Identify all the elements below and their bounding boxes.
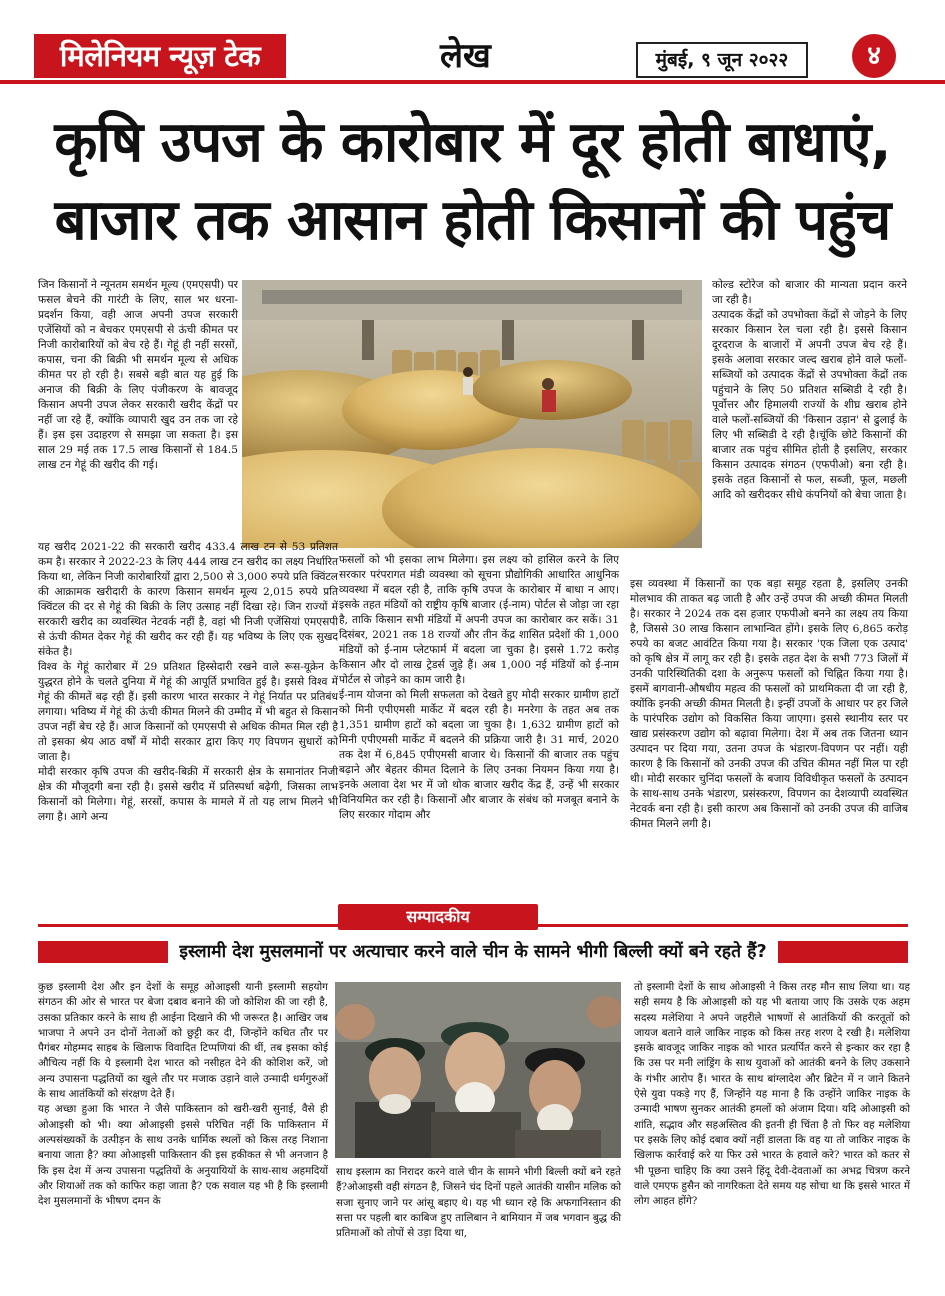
article-paragraph: उत्पादक केंद्रों को उपभोक्ता केंद्रों से जोड़ने के लिए सरकार किसान रेल चला रही है। इससे किसान दूरदराज के बाजारों में अपनी उपज बेच रहे हैं। इसके अलावा सरकार जल्द खराब होने वाले फलों-सब्जियों को उत्पादक केंद्रों से उपभोक्ता केंद्रों तक पहुंचाने के लिए 50 प्रतिशत सब्सिडी दे रही है। पूर्वोत्तर और हिमालयी राज्यों के शीघ्र खराब होने वाले फलों-सब्जियों की 'किसान उड़ान' से ढुलाई के लिए भी सब्सिडी दे रही है।चूंकि छोटे किसानों की बाजार तक पहुंच सीमित होती है इसलिए, सरकार किसान उत्पादक संगठन (एफपीओ) बना रही है। इसके तहत किसानों से फल, सब्जी, फूल, मछली आदि को खरीदकर सीधे कंपनियों को बेचा जाता है। (712, 309, 907, 501)
editorial-column-1 (38, 980, 328, 1209)
article-headline-line2: बाजार तक आसान होती किसानों की पहुंच (54, 188, 891, 253)
article-paragraph: कोल्ड स्टोरेज को बाजार की मान्यता प्रदान करने जा रही है। (712, 279, 907, 306)
editorial-paragraph: यह अच्छा हुआ कि भारत ने जैसे पाकिस्तान को खरी-खरी सुनाई, वैसे ही ओआइसी को भी। क्या ओआइसी इससे परिचित नहीं कि पाकिस्तान में अल्पसंख्यकों के उत्पीड़न के साथ उनके धार्मिक स्थलों को किस तरह निशाना बनाया जाता है? क्या ओआइसी पाकिस्तान की इस हकीकत से भी अनजान है कि इस देश में अन्य उपासना पद्धतियों के अनुयायियों के साथ-साथ अहमदियों और शियाओं तक को काफिर कहा जाता है? एक सवाल यह भी है कि इस्लामी देश मुसलमानों के भीषण दमन के (38, 1103, 328, 1208)
article-paragraph: ई-नाम योजना को मिली सफलता को देखते हुए मोदी सरकार ग्रामीण हाटों को मिनी एपीएमसी मार्केट में बदल रही है। मनरेगा के तहत अब तक 1,351 ग्रामीण हाटों को बदला जा चुका है। 1,632 ग्रामीण हाटों को मिनी एपीएमसी मार्केट में बदलने की प्रक्रिया जारी है। 31 मार्च, 2020 तक देश में 6,845 एपीएमसी बाजार थे। किसानों की बाजार तक पहुंच बढ़ाने और बेहतर कीमत दिलाने के लिए उनका नियमन किया गया है। इनके अलावा देश भर में जो थोक बाजार खरीद केंद्र हैं, उन्हें भी सरकार विनियमित कर रही है। किसानों और बाजार के संबंध को मजबूत बनाने के लिए सरकार गोदाम और (339, 689, 619, 821)
editorial-paragraph: तो इस्लामी देशों के साथ ओआइसी ने किस तरह मौन साध लिया था। यह सही समय है कि ओआइसी को यह भी बताया जाए कि उसके एक अहम सदस्य मलेशिया ने अपने जहरीले भाषणों से आतंकियों की करतूतों को जायज बताने वाले जाकिर नाइक को किस तरह शरण दे रखी है। मलेशिया इसके बावजूद जाकिर नाइक को भारत प्रत्यर्पित करने से इन्कार कर रहा है कि उस पर मनी लांड्रिंग के साथ युवाओं को आतंकी बनने के लिए उकसाने के गंभीर आरोप हैं। भारत के साथ बांग्लादेश और ब्रिटेन में न जाने कितने ऐसे युवा पकड़े गए हैं, जिन्होंने यह माना है कि उन्होंने जाकिर नाइक के उन्मादी भाषण सुनकर आतंकी हमलों को अंजाम दिया। यदि ओआइसी को शांति, सद्भाव और सहअस्तित्व की इतनी ही चिंता है तो फिर वह मलेशिया पर इसके लिए कोई दबाव क्यों नहीं डालता कि वह या तो जाकिर नाइक के खिलाफ कार्रवाई करे या फिर उसे भारत के हवाले करे? भारत को कतर से भी पूछना चाहिए कि क्या उसने हिंदू देवी-देवताओं का अभद्र चित्रण करने वाले एमएफ हुसैन को नागरिकता देते समय यह सोचा था कि इससे भारत में लोग आहत होंगे? (634, 981, 910, 1208)
article-column-3-bottom (630, 577, 908, 832)
elderly-men-photo (335, 982, 621, 1158)
editorial-column-3 (634, 980, 910, 1209)
article-column-2 (339, 553, 619, 823)
editorial-tag: सम्पादकीय (338, 904, 538, 930)
article-paragraph: विश्व के गेहूं कारोबार में 29 प्रतिशत हिस्सेदारी रखने वाले रूस-यूक्रेन के युद्धरत होने के चलते दुनिया में गेहूं की आपूर्ति प्रभावित हुई है। इससे विश्व में गेहूं की कीमतें बढ़ रही हैं। इसी कारण भारत सरकार ने गेहूं निर्यात पर प्रतिबंध लगाया। भविष्य में गेहूं की ऊंची कीमत मिलने की उम्मीद में भी बहुत से किसान उपज नहीं बेच रहे हैं। आज किसानों को एमएसपी से अधिक कीमत मिल रही है तो इसका श्रेय आठ वर्षों में मोदी सरकार द्वारा किए गए विपणन सुधारों को जाता है। (38, 661, 338, 763)
article-paragraph: मोदी सरकार कृषि उपज की खरीद-बिक्री में सरकारी क्षेत्र के समानांतर निजी क्षेत्र की मौजूदगी बना रही है। इससे खरीद में प्रतिस्पर्धा बढ़ेगी, जिसका लाभ किसानों को मिलेगा। गेहूं, सरसों, कपास के मामले में तो यह लाभ मिलने भी लगा है। आगे अन्य (38, 766, 338, 823)
article-headline-line1: कृषि उपज के कारोबार में दूर होती बाधाएं, (54, 110, 891, 175)
editorial-paragraph: कुछ इस्लामी देश और इन देशों के समूह ओआइसी यानी इस्लामी सहयोग संगठन की ओर से भारत पर बेजा दबाव बनाने की जो कोशिश की जा रही है, उसका प्रतिकार करने के साथ ही आईना दिखाने की भी जरूरत है। आखिर जब भाजपा ने अपने उन दोनों नेताओं को छुट्टी कर दी, जिन्होंने कथित तौर पर पैगंबर मोहम्मद साहब के खिलाफ विवादित टिप्पणियां की थीं, तब इसका कोई औचित्य नहीं कि ये इस्लामी देश भारत को नसीहत देने की कोशिश करें, जो अन्य उपासना पद्धतियों का खुले तौर पर मजाक उड़ाने वाले उन्मादी धर्मगुरुओं के साथ आतंकियों को संरक्षण देते हैं। (38, 981, 328, 1101)
headline-accent-bar-left (38, 941, 168, 963)
editorial-column-2 (336, 1165, 621, 1241)
article-column-1-top (38, 278, 238, 473)
editorial-paragraph: साथ इस्लाम का निरादर करने वाले चीन के सामने भीगी बिल्ली क्यों बने रहते हैं?ओआइसी वही संगठन है, जिसने चंद दिनों पहले आतंकी यासीन मलिक को सजा सुनाए जाने पर आंसू बहाए थे। यह भी ध्यान रहे कि अफगानिस्तान की सत्ता पर पहली बार काबिज हुए तालिबान ने बामियान में जब भगवान बुद्ध की प्रतिमाओं को तोपों से उड़ा दिया था, (336, 1166, 621, 1240)
issue-date: मुंबई, ९ जून २०२२ (636, 42, 808, 78)
editorial-headline: इस्लामी देश मुसलमानों पर अत्याचार करने वाले चीन के सामने भीगी बिल्ली क्यों बने रहते हैं? (179, 942, 767, 962)
article-paragraph: फसलों को भी इसका लाभ मिलेगा। इस लक्ष्य को हासिल करने के लिए सरकार परंपरागत मंडी व्यवस्था को सूचना प्रौद्योगिकी आधारित आधुनिक व्यवस्था में बदल रही है, ताकि कृषि उपज के कारोबार में बाधा न आए। इसके तहत मंडियों को राष्ट्रीय कृषि बाजार (ई-नाम) पोर्टल से जोड़ा जा रहा है, ताकि किसान सभी मंडियों में अपनी उपज का कारोबार कर सकें। 31 दिसंबर, 2021 तक 18 राज्यों और तीन केंद्र शासित प्रदेशों की 1,000 मंडियों को ई-नाम प्लेटफार्म में बदला जा चुका है। इससे 1.72 करोड़ किसान और दो लाख ट्रेडर्स जुड़े हैं। अब 1,000 नई मंडियों को ई-नाम पोर्टल से जोड़ने का काम जारी है। (339, 554, 619, 686)
article-paragraph: यह खरीद 2021-22 की सरकारी खरीद 433.4 लाख टन से 53 प्रतिशत कम है। सरकार ने 2022-23 के लिए 444 लाख टन खरीद का लक्ष्य निर्धारित किया था, लेकिन निजी कारोबारियों द्वारा 2,500 से 3,000 रुपये प्रति क्विंटल की आक्रामक खरीदारी के कारण किसान समर्थन मूल्य 2,015 रुपये प्रति क्विंटल की दर से गेहूं की बिक्री के लिए उत्साह नहीं दिखा रहे। जिन राज्यों में सरकारी खरीद का व्यवस्थित नेटवर्क नहीं है, वहां भी निजी एजेंसियां एमएसपी से ऊंची कीमत देकर गेहूं की खरीद कर रही हैं। यह भविष्य के लिए एक सुखद संकेत है। (38, 541, 338, 658)
section-title: लेख (440, 36, 491, 76)
article-paragraph: जिन किसानों ने न्यूनतम समर्थन मूल्य (एमएसपी) पर फसल बेचने की गारंटी के लिए, साल भर धरना-प्रदर्शन किया, वही आज अपनी उपज सरकारी एजेंसियों को न बेचकर एमएसपी से ऊंची कीमत पर निजी कारोबारियों को बेच रहे हैं। गेहूं ही नहीं सरसों, कपास, चना की बिक्री भी समर्थन मूल्य से अधिक कीमत पर हो रही है। सबसे बड़ी बात यह हुई कि अनाज की बिक्री के लिए पंजीकरण के बावजूद किसान अपनी उपज लेकर सरकारी खरीद केंद्रों पर नहीं जा रहे हैं, क्योंकि व्यापारी खुद उन तक जा रहे हैं। इस इस उदाहरण से समझा जा सकता है। इस साल 29 मई तक 17.5 लाख किसानों से 184.5 लाख टन गेहूं की खरीद की गई। (38, 279, 238, 471)
page-number: ४ (852, 34, 896, 78)
article-paragraph: इस व्यवस्था में किसानों का एक बड़ा समूह रहता है, इसलिए उनकी मोलभाव की ताकत बढ़ जाती है और उन्हें उपज की अच्छी कीमत मिलती है। सरकार ने 2024 तक दस हजार एफपीओ बनने का लक्ष्य तय किया है, जिससे 30 लाख किसान लाभान्वित होंगे। इसके लिए 6,865 करोड़ रुपये का बजट आवंटित किया गया है। सरकार 'एक जिला एक उत्पाद' को कृषि क्षेत्र में लागू कर रही है। इसके तहत देश के सभी 773 जिलों में उनकी पारिस्थितिकी दशा के अनुरूप फसलों को चिह्नित किया गया है। इसमें बागवानी-औषधीय महत्व की फसलों को प्राथमिकता दी जा रही है, क्योंकि इनकी अच्छी कीमत मिलती है। इन्हीं उपजों के आधार पर हर जिले के पारंपरिक उद्योग को विकसित किया जाएगा। इससे स्थानीय स्तर पर खाद्य प्रसंस्करण उद्योग को बढ़ावा मिलेगा। देश में अब तक जितना ध्यान उत्पादन पर दिया गया, उतना उपज के भंडारण-विपणन पर नहीं। यही कारण है कि किसानों को उनकी उपज की उचित कीमत नहीं मिल पा रही थी। मोदी सरकार चुनिंदा फसलों के बजाय विविधीकृत फसलों के उत्पादन के साथ-साथ उनके भंडारण, प्रसंस्करण, विपणन का देशव्यापी व्यवस्थित नेटवर्क बना रही है। इसी कारण अब किसानों को उनकी उपज की वाजिब कीमत मिलने लगी है। (630, 578, 908, 830)
article-column-3-top (712, 278, 907, 503)
headline-accent-bar-right (778, 941, 908, 963)
grain-market-photo (242, 280, 702, 548)
brand-logo: मिलेनियम न्यूज़ टेक (34, 34, 286, 78)
article-column-1-bottom (38, 540, 338, 825)
